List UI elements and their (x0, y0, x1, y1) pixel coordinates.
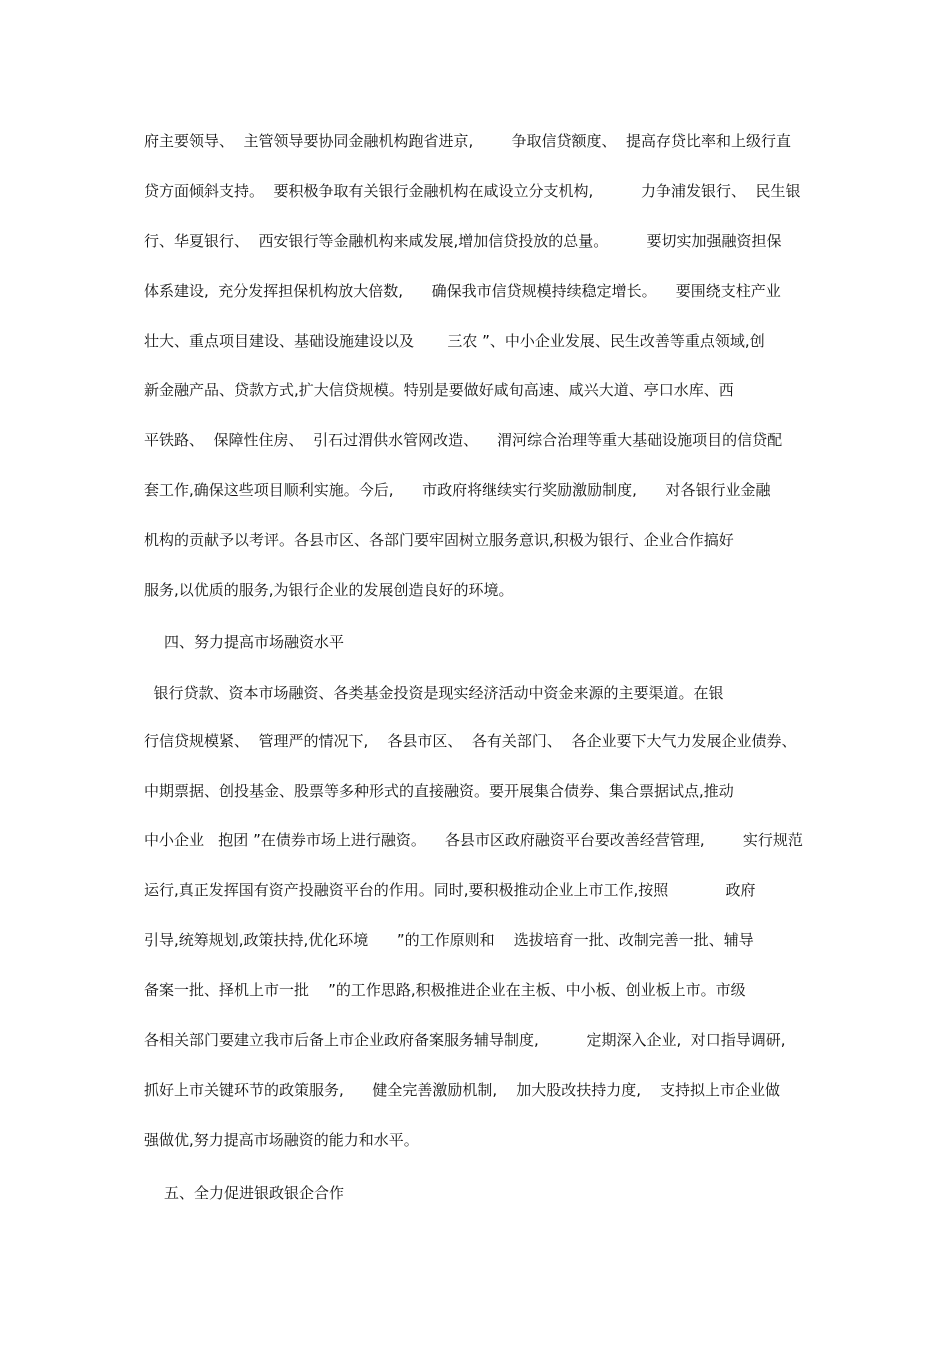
body-line: 新金融产品、贷款方式,扩大信贷规模。特别是要做好咸旬高速、咸兴大道、亭口水库、西 (144, 381, 734, 399)
body-line: 中小企业 抱团 ”在债券市场上进行融资。 各县市区政府融资平台要改善经营管理, 实行规范 (144, 831, 803, 849)
body-line: 服务,以优质的服务,为银行企业的发展创造良好的环境。 (144, 581, 514, 599)
body-line: 银行贷款、资本市场融资、各类基金投资是现实经济活动中资金来源的主要渠道。在银 (144, 684, 724, 702)
body-line: 中期票据、创投基金、股票等多种形式的直接融资。要开展集合债券、集合票据试点,推动 (144, 782, 734, 800)
body-line: 备案一批、择机上市一批 ”的工作思路,积极推进企业在主板、中小板、创业板上市。市级 (144, 981, 746, 999)
section-heading: 五、全力促进银政银企合作 (164, 1184, 345, 1202)
body-line: 平铁路、 保障性住房、 引石过渭供水管网改造、 渭河综合治理等重大基础设施项目的信贷配 (144, 431, 783, 449)
section-heading: 四、努力提高市场融资水平 (164, 633, 345, 651)
body-line: 各相关部门要建立我市后备上市企业政府备案服务辅导制度, 定期深入企业, 对口指导调研, (144, 1031, 786, 1049)
body-line: 贷方面倾斜支持。 要积极争取有关银行金融机构在咸设立分支机构, 力争浦发银行、 民生银 (144, 182, 801, 200)
body-line: 运行,真正发挥国有资产投融资平台的作用。同时,要积极推动企业上市工作,按照 政府 (144, 881, 756, 899)
body-line: 套工作,确保这些项目顺利实施。今后, 市政府将继续实行奖励激励制度, 对各银行业金融 (144, 481, 771, 499)
body-line: 体系建设, 充分发挥担保机构放大倍数, 确保我市信贷规模持续稳定增长。 要围绕支柱产业 (144, 282, 781, 300)
body-line: 行信贷规模紧、 管理严的情况下, 各县市区、 各有关部门、 各企业要下大气力发展企业债券、 (144, 732, 797, 750)
body-line: 机构的贡献予以考评。各县市区、各部门要牢固树立服务意识,积极为银行、企业合作搞好 (144, 531, 734, 549)
body-line: 引导,统筹规划,政策扶持,优化环境 ”的工作原则和 选拔培育一批、改制完善一批、辅导 (144, 931, 754, 949)
body-line: 强做优,努力提高市场融资的能力和水平。 (144, 1131, 419, 1149)
body-line: 行、华夏银行、 西安银行等金融机构来咸发展,增加信贷投放的总量。 要切实加强融资担保 (144, 232, 782, 250)
body-line: 府主要领导、 主管领导要协同金融机构跑省进京, 争取信贷额度、 提高存贷比率和上级行直 (144, 132, 791, 150)
body-line: 抓好上市关键环节的政策服务, 健全完善激励机制, 加大股改扶持力度, 支持拟上市企业做 (144, 1081, 781, 1099)
body-line: 壮大、重点项目建设、基础设施建设以及 三农 ”、中小企业发展、民生改善等重点领域,创 (144, 332, 765, 350)
